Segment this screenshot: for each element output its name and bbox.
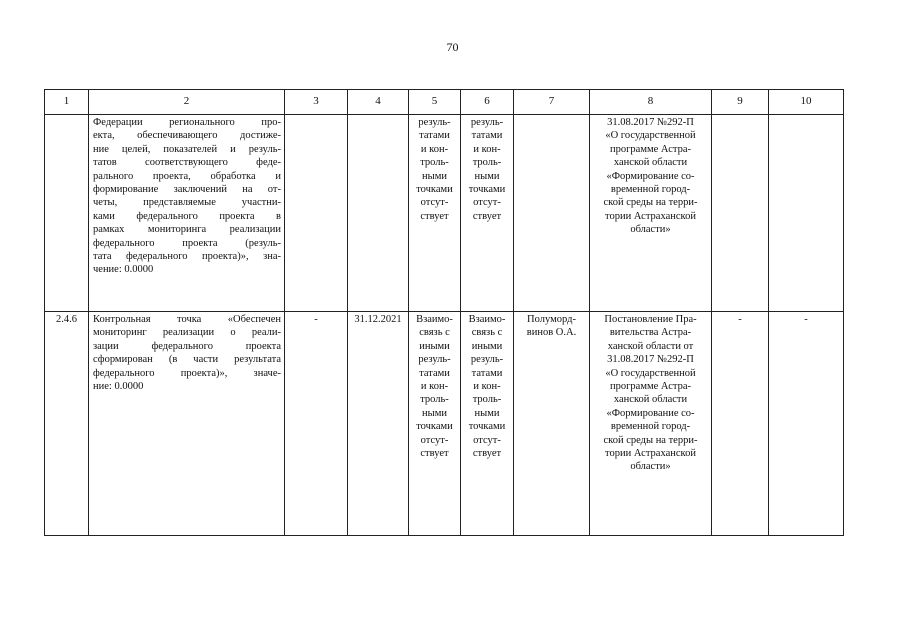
- col10-cell: [769, 115, 844, 312]
- text-line: сформирован (в части результата: [93, 354, 281, 366]
- text-line: четы, представляемые участни-: [93, 197, 281, 209]
- text-line: ханской области от: [607, 340, 694, 352]
- text-line: татами: [419, 130, 450, 142]
- responsible-cell: [514, 312, 590, 536]
- text-line: татами: [419, 367, 450, 379]
- text-line: отсут-: [420, 197, 449, 209]
- text-line: мониторинг реализации о реали-: [93, 327, 281, 339]
- text-line: 31.08.2017 №292-П: [607, 354, 694, 366]
- header-cell: 5: [409, 90, 461, 115]
- text-line: области»: [630, 224, 671, 236]
- text-line: федерального проекта)», значе-: [93, 367, 281, 379]
- text-line: ствует: [472, 448, 502, 460]
- header-cell: 1: [45, 90, 89, 115]
- col3-cell: -: [285, 312, 348, 536]
- text-line: «О государственной: [605, 367, 696, 379]
- text-line: Полуморд-: [527, 314, 576, 325]
- text-line: связь с: [471, 327, 503, 339]
- header-cell: 4: [348, 90, 409, 115]
- text-line: Контрольная точка «Обеспечен: [93, 314, 281, 325]
- text-line: Постановление Пра-: [604, 314, 697, 325]
- document-cell: [590, 312, 712, 536]
- text-line: тории Астраханской: [605, 210, 696, 222]
- description-cell: [89, 115, 285, 312]
- plan-table: [44, 89, 844, 536]
- text-line: и кон-: [473, 381, 501, 393]
- deadline-cell: [348, 115, 409, 312]
- text-line: чение: 0.0000: [93, 264, 154, 276]
- text-line: связь с: [419, 327, 450, 339]
- header-cell: 8: [590, 90, 712, 115]
- text-line: временной город-: [610, 421, 691, 433]
- row-number-cell: [45, 115, 89, 312]
- text-line: тории Астраханской: [605, 448, 696, 460]
- text-line: тата федерального проекта)», зна-: [93, 251, 281, 263]
- text-line: точками: [416, 184, 453, 196]
- text-line: ствует: [472, 210, 502, 222]
- col5-cell: [409, 115, 461, 312]
- text-line: вительства Астра-: [609, 327, 692, 339]
- text-line: зации федерального проекта: [93, 340, 281, 352]
- col6-cell: [461, 312, 514, 536]
- text-line: ными: [422, 170, 447, 182]
- text-line: программе Астра-: [609, 143, 692, 155]
- text-line: временной город-: [610, 184, 691, 196]
- text-line: ханской области: [613, 157, 688, 169]
- deadline-cell: 31.12.2021: [348, 312, 409, 536]
- text-line: татами: [471, 130, 503, 142]
- text-line: татами: [471, 367, 503, 379]
- text-line: ханской области: [613, 394, 688, 406]
- text-line: Взаимо-: [416, 314, 453, 325]
- text-line: ской среды на терри-: [603, 197, 698, 209]
- text-line: области»: [630, 461, 671, 473]
- text-line: резуль-: [418, 354, 451, 366]
- text-line: троль-: [420, 394, 449, 406]
- text-line: точками: [416, 421, 453, 433]
- text-line: татов соответствующего феде-: [93, 157, 281, 169]
- text-line: ными: [422, 407, 447, 419]
- text-line: екта, обеспечивающего достиже-: [93, 130, 281, 142]
- text-line: ние целей, показателей и резуль-: [93, 143, 281, 155]
- col9-cell: -: [712, 312, 769, 536]
- text-line: «Формирование со-: [606, 170, 695, 182]
- text-line: федерального проекта (резуль-: [93, 237, 281, 249]
- document-cell: [590, 115, 712, 312]
- text-line: ками федерального проекта в: [93, 210, 281, 222]
- col3-cell: [285, 115, 348, 312]
- text-line: резуль-: [470, 354, 504, 366]
- text-line: троль-: [472, 157, 502, 169]
- text-line: формирование заключений на от-: [93, 184, 281, 196]
- text-line: ствует: [420, 448, 449, 460]
- col10-cell: -: [769, 312, 844, 536]
- row-number-cell: 2.4.6: [45, 312, 89, 536]
- text-line: отсут-: [473, 434, 501, 446]
- header-cell: 6: [461, 90, 514, 115]
- header-cell: 2: [89, 90, 285, 115]
- header-cell: 10: [769, 90, 844, 115]
- text-line: ными: [474, 407, 500, 419]
- col9-cell: [712, 115, 769, 312]
- text-line: отсут-: [473, 197, 501, 209]
- text-line: точками: [468, 421, 506, 433]
- header-cell: 3: [285, 90, 348, 115]
- text-line: винов О.А.: [526, 327, 577, 339]
- text-line: Взаимо-: [468, 314, 506, 325]
- text-line: ными: [474, 170, 500, 182]
- text-line: резуль-: [470, 117, 504, 128]
- text-line: 31.08.2017 №292-П: [607, 117, 694, 128]
- text-line: точками: [468, 184, 506, 196]
- text-line: Федерации регионального про-: [93, 117, 281, 128]
- text-line: рального проекта, обработка и: [93, 170, 281, 182]
- text-line: троль-: [420, 157, 449, 169]
- text-line: ской среды на терри-: [603, 434, 698, 446]
- header-row: [45, 90, 844, 115]
- col5-cell: [409, 312, 461, 536]
- text-line: отсут-: [420, 434, 449, 446]
- text-line: рамках мониторинга реализации: [93, 224, 281, 236]
- responsible-cell: [514, 115, 590, 312]
- text-line: троль-: [472, 394, 502, 406]
- text-line: иными: [419, 340, 450, 352]
- text-line: «О государственной: [605, 130, 696, 142]
- col6-cell: [461, 115, 514, 312]
- table-row: [45, 115, 844, 312]
- header-cell: 7: [514, 90, 590, 115]
- page-number: 70: [446, 40, 459, 54]
- table-row: [45, 312, 844, 536]
- header-cell: 9: [712, 90, 769, 115]
- text-line: и кон-: [420, 143, 449, 155]
- text-line: и кон-: [420, 381, 449, 393]
- text-line: резуль-: [418, 117, 451, 128]
- description-cell: [89, 312, 285, 536]
- text-line: «Формирование со-: [606, 407, 695, 419]
- text-line: ствует: [420, 210, 449, 222]
- text-line: и кон-: [473, 143, 501, 155]
- text-line: программе Астра-: [609, 381, 692, 393]
- text-line: иными: [471, 340, 503, 352]
- text-line: ние: 0.0000: [93, 381, 144, 393]
